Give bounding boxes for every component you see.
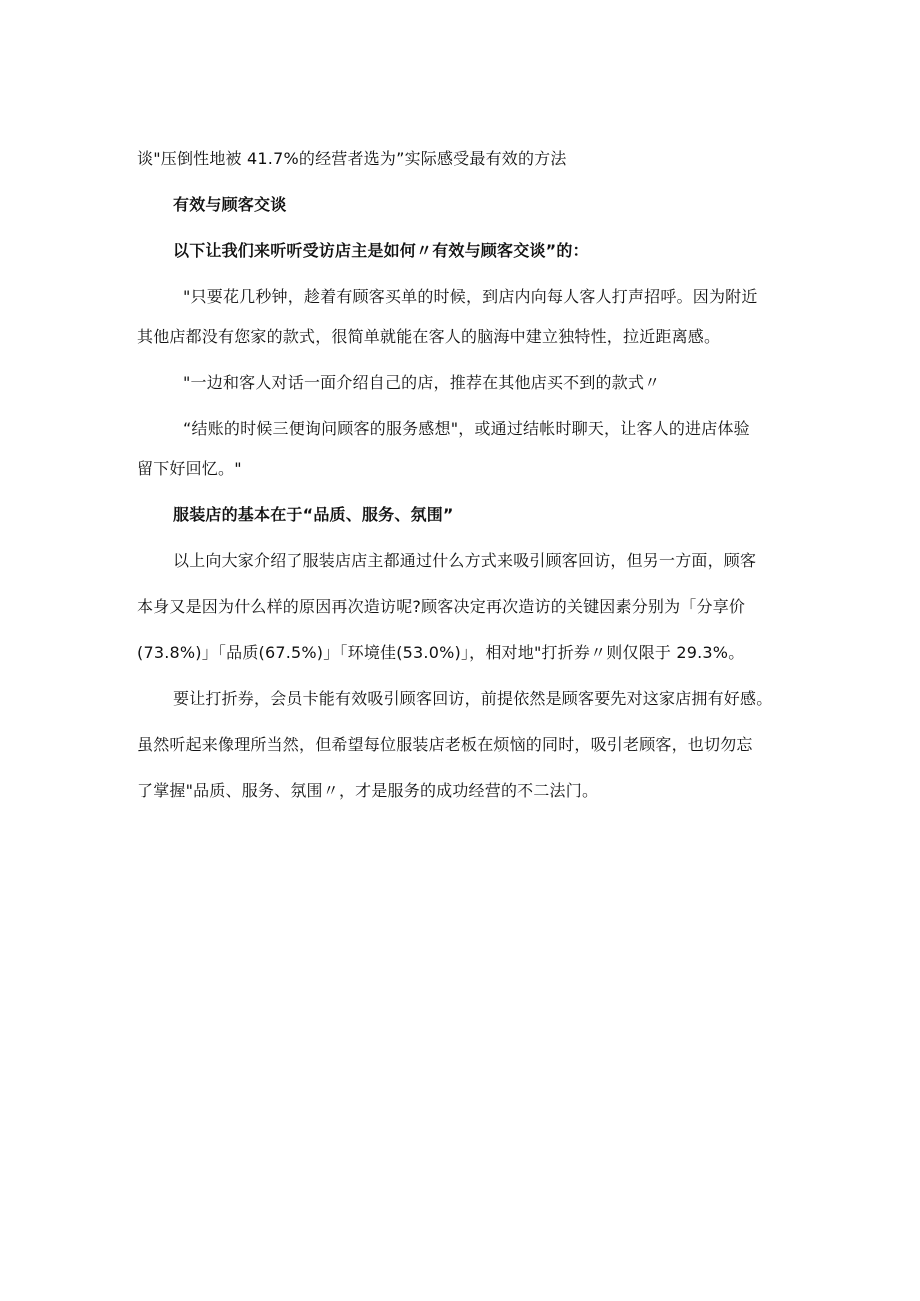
quote-paragraph-1 <box>137 280 787 354</box>
text-line: 要让打折券，会员卡能有效吸引顾客回访，前提依然是顾客要先对这家店拥有好感。 <box>173 689 773 708</box>
subheading-shop-owners <box>137 234 787 268</box>
body-paragraph-conclusion <box>137 682 787 808</box>
text-line: 以上向大家介绍了服装店店主都通过什么方式来吸引顾客回访，但另一方面，顾客 <box>173 551 757 570</box>
text-line: 虽然听起来像理所当然，但希望每位服装店老板在烦恼的同时，吸引老顾客，也切勿忘 <box>137 735 753 754</box>
text-line: "一边和客人对话一面介绍自己的店，推荐在其他店买不到的款式〃 <box>183 373 661 392</box>
intro-paragraph <box>137 142 787 176</box>
text-line: 了掌握"品质、服务、氛围〃，才是服务的成功经营的不二法门。 <box>137 781 599 800</box>
text-line: 本身又是因为什么样的原因再次造访呢?顾客决定再次造访的关键因素分别为「分享价 <box>137 597 746 616</box>
text-line: 服装店的基本在于“品质、服务、氛围” <box>173 505 454 524</box>
text-line: (73.8%)」「品质(67.5%)」「环境佳(53.0%)」，相对地"打折券〃则仅限于 29.3%。 <box>137 643 745 662</box>
text-line: 留下好回忆。" <box>137 459 242 478</box>
text-line: 谈"压倒性地被 41.7%的经营者选为”实际感受最有效的方法 <box>137 149 567 168</box>
section-heading-effective-talk <box>137 188 787 222</box>
body-paragraph-revisit-factors <box>137 544 787 670</box>
section-heading-basics <box>137 498 787 532</box>
text-line: 以下让我们来听听受访店主是如何〃有效与顾客交谈”的： <box>173 241 589 260</box>
quote-paragraph-2 <box>137 366 787 400</box>
quote-paragraph-3 <box>137 412 787 486</box>
text-line: 其他店都没有您家的款式，很简单就能在客人的脑海中建立独特性，拉近距离感。 <box>137 327 721 346</box>
text-line: “结账的时候三便询问顾客的服务感想"，或通过结帐时聊天，让客人的进店体验 <box>183 419 750 438</box>
text-line: 有效与顾客交谈 <box>173 195 287 214</box>
text-line: "只要花几秒钟，趁着有顾客买单的时候，到店内向每人客人打声招呼。因为附近 <box>183 287 758 306</box>
article-body <box>137 142 787 808</box>
